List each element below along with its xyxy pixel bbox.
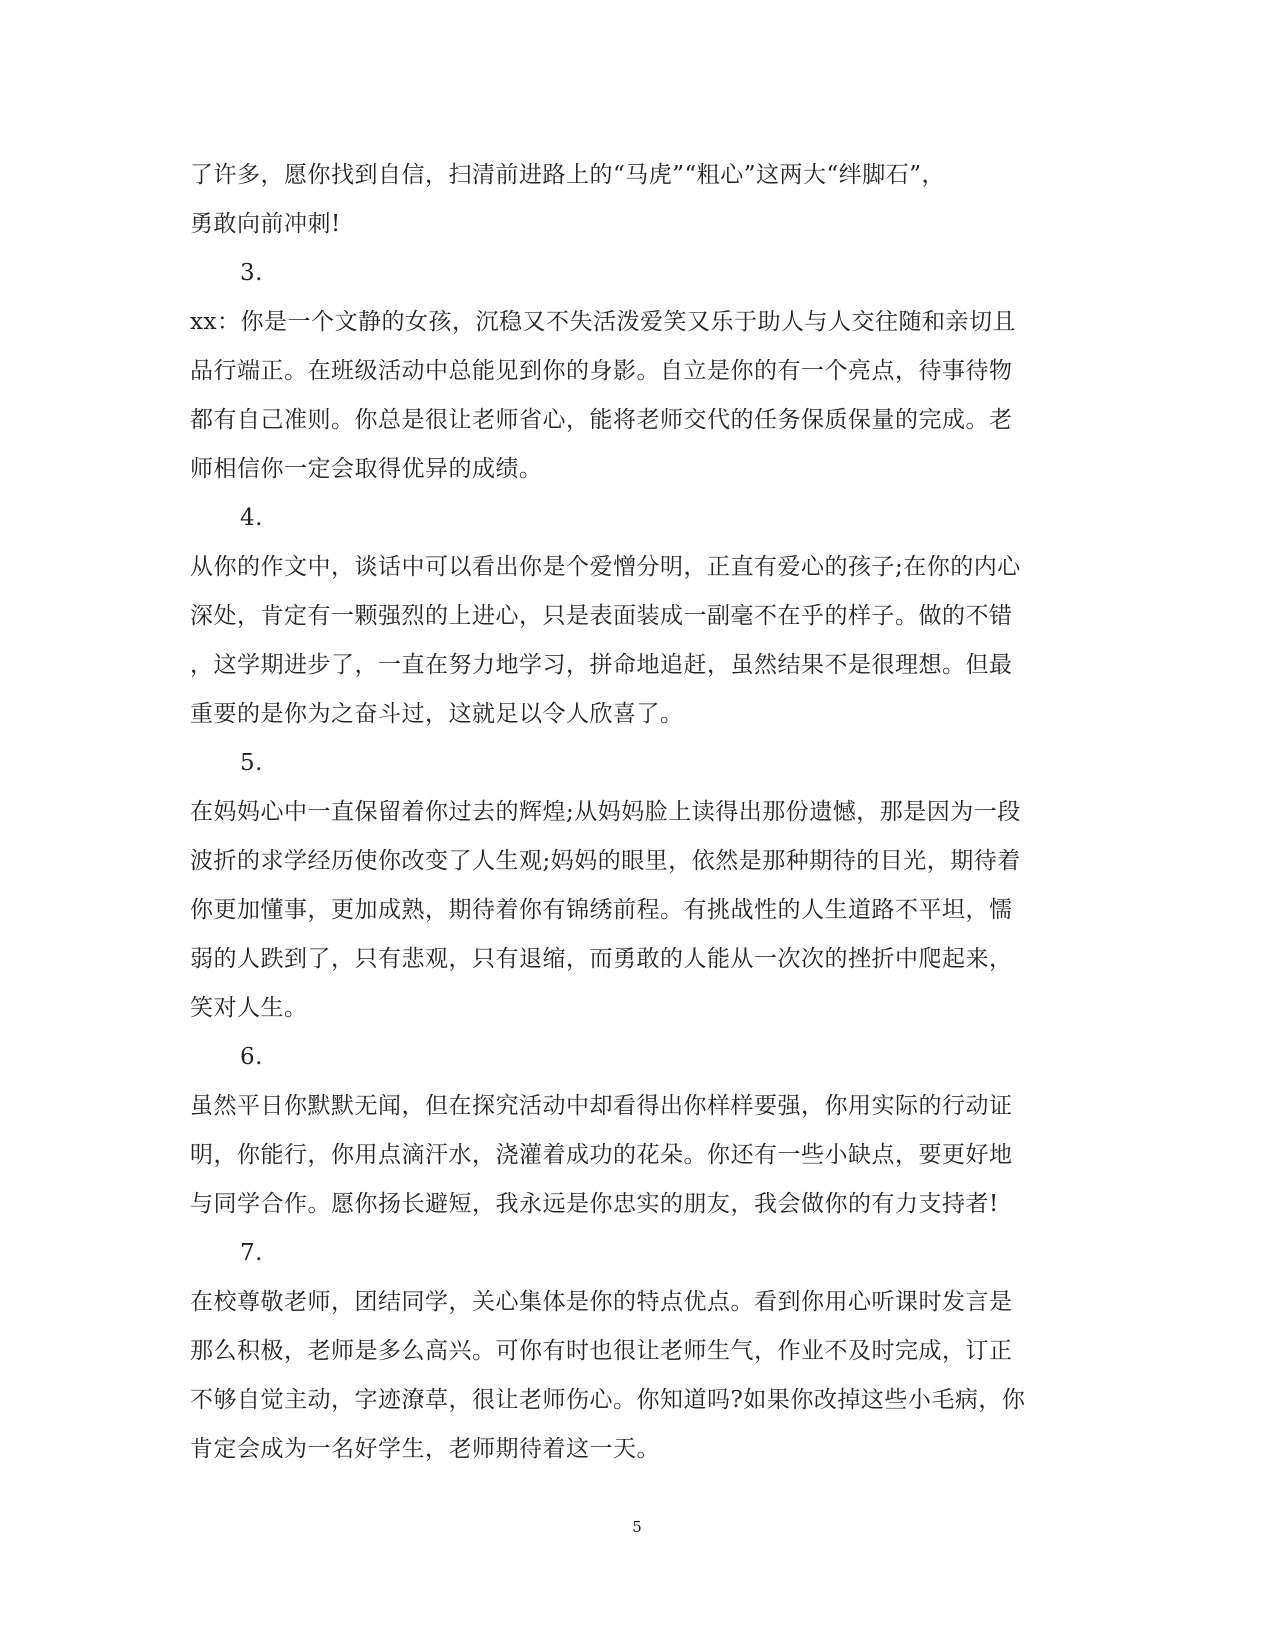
item-number: 4. xyxy=(240,505,263,531)
item-number: 3. xyxy=(240,260,263,286)
text-line: 与同学合作。愿你扬长避短，我永远是你忠实的朋友，我会做你的有力支持者! xyxy=(190,1191,999,1217)
item-number: 7. xyxy=(240,1240,263,1266)
text-line: 在校尊敬老师，团结同学，关心集体是你的特点优点。看到你用心听课时发言是 xyxy=(190,1289,1013,1315)
text-line: 师相信你一定会取得优异的成绩。 xyxy=(190,456,543,482)
text-line: 从你的作文中，谈话中可以看出你是个爱憎分明，正直有爱心的孩子;在你的内心 xyxy=(190,554,1021,580)
text-line: 都有自己准则。你总是很让老师省心，能将老师交代的任务保质保量的完成。老 xyxy=(190,407,1013,433)
text-line: 笑对人生。 xyxy=(190,995,308,1021)
text-line: 你更加懂事，更加成熟，期待着你有锦绣前程。有挑战性的人生道路不平坦，懦 xyxy=(190,897,1013,923)
text-line: 了许多，愿你找到自信，扫清前进路上的“马虎”“粗心”这两大“绊脚石”， xyxy=(190,162,946,188)
text-line: 弱的人跌到了，只有悲观，只有退缩，而勇敢的人能从一次次的挫折中爬起来， xyxy=(190,946,1013,972)
text-line: 在妈妈心中一直保留着你过去的辉煌;从妈妈脸上读得出那份遗憾，那是因为一段 xyxy=(190,799,1021,825)
text-line: 勇敢向前冲刺! xyxy=(190,211,341,237)
text-line: 品行端正。在班级活动中总能见到你的身影。自立是你的有一个亮点，待事待物 xyxy=(190,358,1013,384)
text-line: 不够自觉主动，字迹潦草，很让老师伤心。你知道吗?如果你改掉这些小毛病，你 xyxy=(190,1387,1026,1413)
item-number: 6. xyxy=(240,1044,263,1070)
text-line: 重要的是你为之奋斗过，这就足以令人欣喜了。 xyxy=(190,701,684,727)
page-number: 5 xyxy=(632,1518,642,1536)
text-line: ，这学期进步了，一直在努力地学习，拼命地追赶，虽然结果不是很理想。但最 xyxy=(190,652,1013,678)
text-line: 肯定会成为一名好学生，老师期待着这一天。 xyxy=(190,1436,660,1462)
text-line: 虽然平日你默默无闻，但在探究活动中却看得出你样样要强，你用实际的行动证 xyxy=(190,1093,1013,1119)
text-line: 深处，肯定有一颗强烈的上进心，只是表面装成一副毫不在乎的样子。做的不错 xyxy=(190,603,1013,629)
text-line: xx：你是一个文静的女孩，沉稳又不失活泼爱笑又乐于助人与人交往随和亲切且 xyxy=(190,309,1016,335)
text-line: 明，你能行，你用点滴汗水，浇灌着成功的花朵。你还有一些小缺点，要更好地 xyxy=(190,1142,1013,1168)
text-line: 那么积极，老师是多么高兴。可你有时也很让老师生气，作业不及时完成，订正 xyxy=(190,1338,1013,1364)
item-number: 5. xyxy=(240,750,263,776)
text-line: 波折的求学经历使你改变了人生观;妈妈的眼里，依然是那种期待的目光，期待着 xyxy=(190,848,1021,874)
document-body xyxy=(190,151,1090,1474)
